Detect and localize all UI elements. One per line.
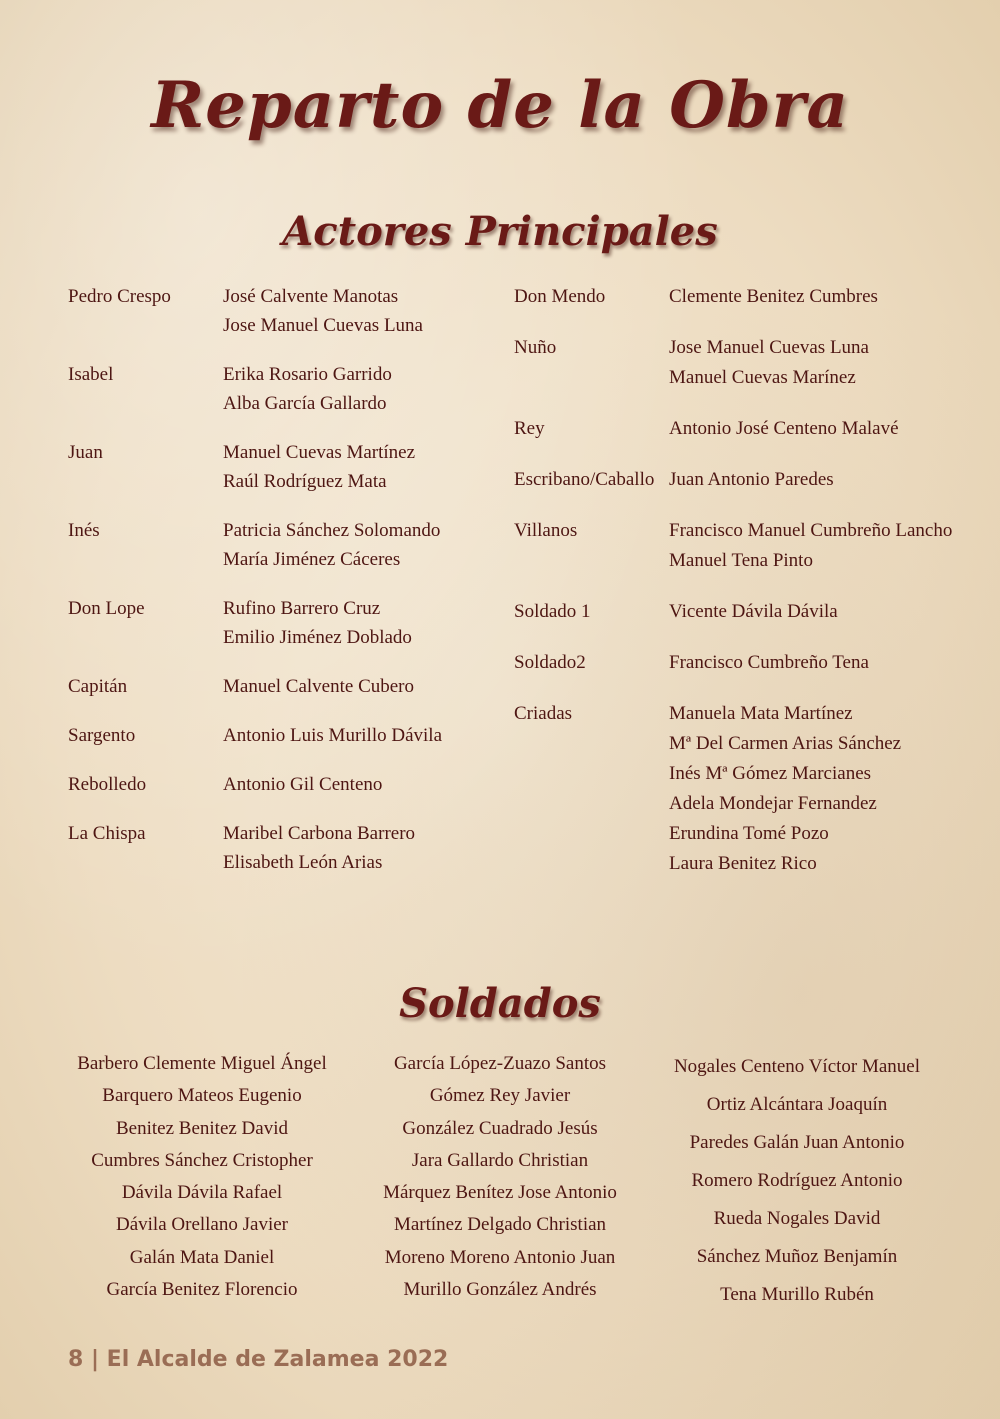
- cast-entry: [68, 819, 498, 877]
- actor-name: Patricia Sánchez Solomando: [223, 520, 441, 541]
- soldier-name: Barbero Clemente Miguel Ángel: [77, 1053, 327, 1074]
- cast-entry: [68, 721, 498, 750]
- cast-entry: [514, 516, 964, 576]
- actor-list: [669, 699, 964, 879]
- cast-entry: [514, 699, 964, 879]
- soldier-name: Benitez Benitez David: [116, 1117, 288, 1139]
- soldier-name: Márquez Benítez Jose Antonio: [383, 1182, 617, 1204]
- actor-name: Jose Manuel Cuevas Luna: [669, 337, 869, 358]
- cast-entry: [68, 438, 498, 496]
- actor-list: [223, 721, 498, 750]
- actor-name: José Calvente Manotas: [223, 286, 399, 307]
- cast-entry: [514, 333, 964, 393]
- cast-entry: [514, 414, 964, 444]
- role-name: Rebolledo: [68, 774, 147, 795]
- cast-entry: [514, 597, 964, 627]
- actor-list: [223, 594, 498, 652]
- actor-list: [223, 819, 498, 877]
- soldiers-column-2: [340, 1048, 660, 1306]
- role-name: Escribano/Caballo: [514, 469, 655, 490]
- soldier-name: Tena Murillo Rubén: [720, 1284, 874, 1305]
- cast-entry: [68, 282, 498, 340]
- actor-list: [669, 282, 964, 312]
- actor-name: Maribel Carbona Barrero: [223, 823, 416, 844]
- soldier-name: García López-Zuazo Santos: [393, 1053, 607, 1074]
- actor-name: Manuel Calvente Cubero: [223, 676, 415, 697]
- actor-name: Francisco Manuel Cumbreño Lancho: [669, 520, 953, 541]
- soldier-name: Moreno Moreno Antonio Juan: [384, 1246, 616, 1268]
- role-name: Sargento: [68, 725, 136, 746]
- soldier-name: García Benitez Florencio: [106, 1279, 298, 1301]
- soldier-name: Murillo González Andrés: [403, 1279, 597, 1301]
- role-name: Inés: [68, 520, 100, 541]
- role-name: Criadas: [514, 703, 573, 724]
- actor-list: [223, 282, 498, 340]
- soldiers-heading: Soldados: [399, 980, 601, 1027]
- soldier-name: Romero Rodríguez Antonio: [691, 1170, 903, 1191]
- actor-name: Mª Del Carmen Arias Sánchez: [669, 733, 902, 754]
- role-name: Don Lope: [68, 598, 145, 619]
- actor-name: Elisabeth León Arias: [223, 852, 383, 873]
- actor-name: Emilio Jiménez Doblado: [223, 627, 412, 648]
- actor-list: [223, 672, 498, 701]
- role-name: Rey: [514, 418, 545, 439]
- role-name: Nuño: [514, 337, 557, 358]
- actor-name: Manuel Cuevas Martínez: [223, 442, 416, 463]
- actor-name: Clemente Benitez Cumbres: [669, 286, 878, 307]
- soldier-name: Galán Mata Daniel: [129, 1246, 275, 1268]
- soldier-name: Jara Gallardo Christian: [411, 1149, 589, 1171]
- actor-name: Erika Rosario Garrido: [223, 364, 392, 385]
- actor-name: Juan Antonio Paredes: [669, 469, 834, 490]
- actor-list: [223, 516, 498, 574]
- cast-entry: [514, 465, 964, 495]
- actor-name: Erundina Tomé Pozo: [669, 823, 829, 844]
- soldier-name: Ortiz Alcántara Joaquín: [706, 1094, 888, 1115]
- actor-name: María Jiménez Cáceres: [223, 549, 401, 570]
- cast-entry: [68, 770, 498, 799]
- cast-entry: [68, 516, 498, 574]
- role-name: La Chispa: [68, 823, 146, 844]
- actor-list: [669, 333, 964, 393]
- soldier-name: Dávila Dávila Rafael: [121, 1182, 283, 1204]
- role-name: Juan: [68, 442, 103, 463]
- soldier-name: Gómez Rey Javier: [429, 1085, 571, 1107]
- cast-entry: [514, 282, 964, 312]
- actor-name: Antonio José Centeno Malavé: [669, 418, 899, 439]
- actor-name: Manuel Cuevas Marínez: [669, 367, 856, 388]
- actor-name: Francisco Cumbreño Tena: [669, 652, 869, 673]
- soldier-name: González Cuadrado Jesús: [402, 1117, 598, 1139]
- actor-list: [223, 770, 498, 799]
- actor-name: Inés Mª Gómez Marcianes: [669, 763, 872, 784]
- cast-entry: [514, 648, 964, 678]
- soldier-name: Dávila Orellano Javier: [116, 1214, 288, 1236]
- actor-list: [223, 360, 498, 418]
- soldier-name: Sánchez Muñoz Benjamín: [696, 1246, 898, 1267]
- soldier-name: Paredes Galán Juan Antonio: [689, 1132, 905, 1153]
- actor-name: Alba García Gallardo: [223, 393, 387, 414]
- role-name: Pedro Crespo: [68, 286, 171, 307]
- actor-name: Antonio Luis Murillo Dávila: [223, 725, 443, 746]
- soldier-name: Martínez Delgado Christian: [393, 1214, 607, 1236]
- actor-name: Raúl Rodríguez Mata: [223, 471, 387, 492]
- actor-list: [669, 597, 964, 627]
- page-footer: 8 | El Alcalde de Zalamea 2022: [68, 1347, 449, 1372]
- actor-list: [669, 648, 964, 678]
- soldier-name: Nogales Centeno Víctor Manuel: [673, 1056, 921, 1077]
- actor-name: Manuel Tena Pinto: [669, 550, 813, 571]
- cast-entry: [68, 594, 498, 652]
- cast-entry: [68, 360, 498, 418]
- role-name: Soldado2: [514, 652, 586, 673]
- role-name: Isabel: [68, 364, 114, 385]
- role-name: Capitán: [68, 676, 128, 697]
- actor-list: [223, 438, 498, 496]
- soldiers-column-1: [42, 1048, 362, 1306]
- soldier-name: Barquero Mateos Eugenio: [102, 1085, 302, 1107]
- role-name: Don Mendo: [514, 286, 606, 307]
- role-name: Soldado 1: [514, 601, 591, 622]
- actor-list: [669, 465, 964, 495]
- actor-name: Antonio Gil Centeno: [223, 774, 383, 795]
- actor-list: [669, 414, 964, 444]
- role-name: Villanos: [514, 520, 578, 541]
- page-title: Reparto de la Obra: [151, 68, 849, 143]
- soldiers-column-3: [637, 1048, 957, 1314]
- actor-name: Jose Manuel Cuevas Luna: [223, 315, 423, 336]
- actor-name: Laura Benitez Rico: [669, 853, 817, 874]
- actor-name: Manuela Mata Martínez: [669, 703, 853, 724]
- cast-list-left: [68, 282, 498, 897]
- cast-list-right: [514, 282, 964, 900]
- soldier-name: Cumbres Sánchez Cristopher: [91, 1149, 313, 1171]
- actor-list: [669, 516, 964, 576]
- cast-entry: [68, 672, 498, 701]
- actor-name: Vicente Dávila Dávila: [669, 601, 838, 622]
- principal-cast-heading: Actores Principales: [282, 208, 718, 255]
- soldier-name: Rueda Nogales David: [713, 1208, 881, 1229]
- actor-name: Rufino Barrero Cruz: [223, 598, 381, 619]
- actor-name: Adela Mondejar Fernandez: [669, 793, 877, 814]
